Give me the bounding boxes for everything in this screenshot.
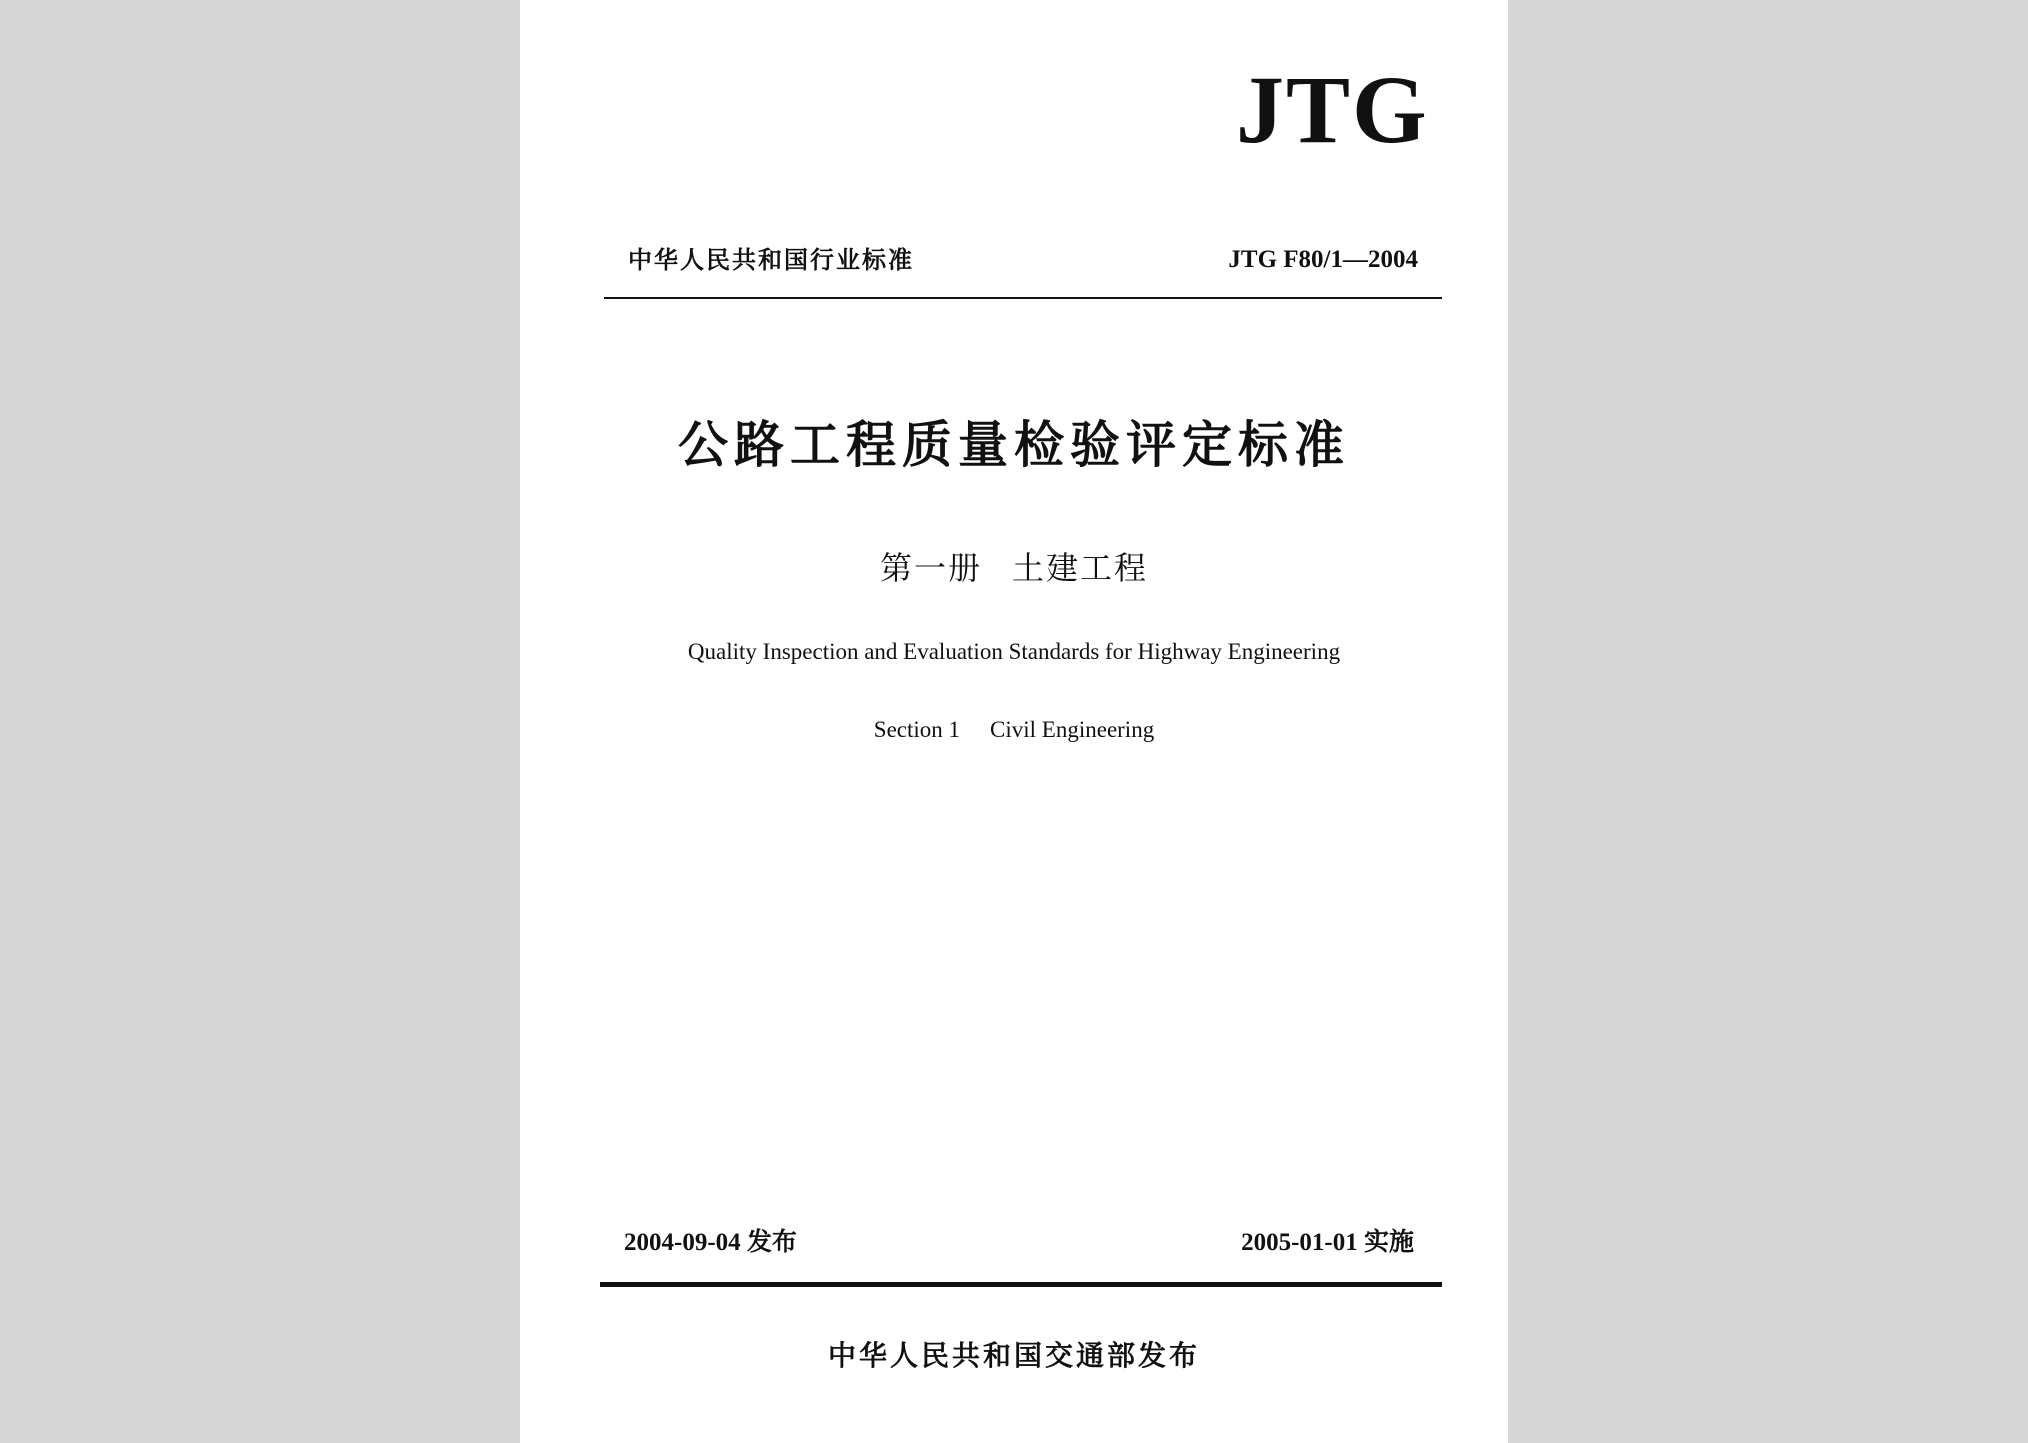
jtg-logo: JTG [1236,56,1429,163]
title-zh: 公路工程质量检验评定标准 [678,416,1350,474]
implementation-date: 2005-01-01 实施 [1241,1229,1414,1256]
section-name-en: Civil Engineering [990,717,1155,742]
footer-rule [600,1282,1442,1287]
standard-type: 中华人民共和国行业标准 [628,246,914,274]
volume-number-zh: 第一册 [879,549,982,587]
header-rule [604,297,1442,299]
section-title-en [520,714,1508,746]
publisher: 中华人民共和国交通部发布 [827,1339,1200,1372]
section-number-en: Section 1 [873,717,961,742]
document-page [520,0,1508,1443]
issue-date: 2004-09-04 发布 [624,1229,797,1256]
volume-name-zh: 土建工程 [1012,549,1149,587]
title-en: Quality Inspection and Evaluation Standards for Highway Engineering [687,639,1341,664]
volume-title-zh [520,546,1508,590]
standard-code: JTG F80/1—2004 [1228,246,1418,273]
